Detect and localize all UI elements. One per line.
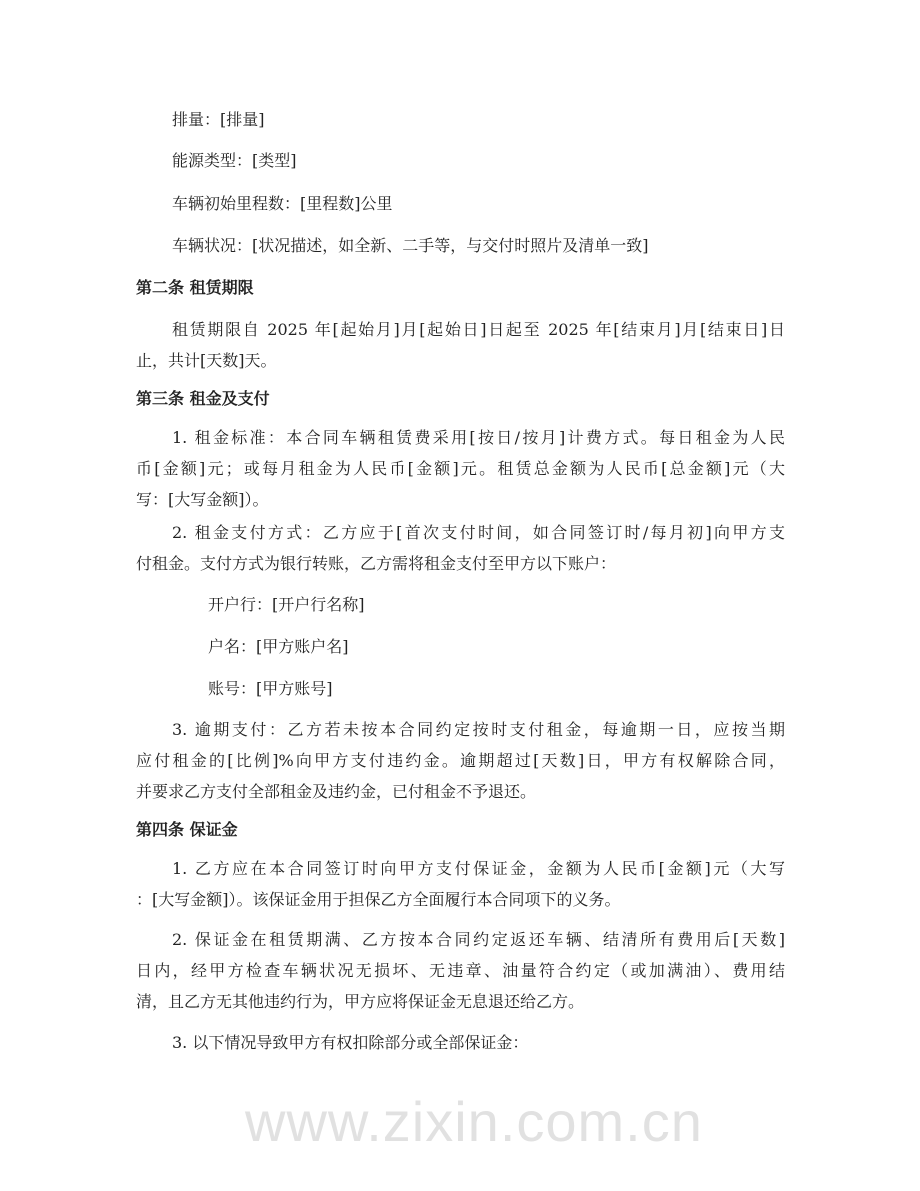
vehicle-displacement: 排量：[排量] xyxy=(172,110,265,129)
article3-p1-line: 写：[大写金额]）。 xyxy=(136,490,269,509)
article2-heading: 第二条 租赁期限 xyxy=(136,278,254,297)
article4-p2-line: 清，且乙方无其他违约行为，甲方应将保证金无息退还给乙方。 xyxy=(136,992,585,1011)
article4-p3-line: 3. 以下情况导致甲方有权扣除部分或全部保证金： xyxy=(172,1033,529,1052)
article4-p1-line: ：[大写金额]）。该保证金用于担保乙方全面履行本合同项下的义务。 xyxy=(136,890,621,909)
vehicle-mileage: 车辆初始里程数：[里程数]公里 xyxy=(172,194,393,213)
article2-line: 租赁期限自 2025 年[起始月]月[起始日]日起至 2025 年[结束月]月[结束日]日 xyxy=(172,320,785,339)
article3-p1-line: 币[金额]元；或每月租金为人民币[金额]元。租赁总金额为人民币[总金额]元（大 xyxy=(136,459,785,478)
article4-p2-line: 日内，经甲方检查车辆状况无损坏、无违章、油量符合约定（或加满油）、费用结 xyxy=(136,961,785,980)
account-name: 户名：[甲方账户名] xyxy=(208,637,349,656)
article3-p2-line: 2. 租金支付方式：乙方应于[首次支付时间，如合同签订时/每月初]向甲方支 xyxy=(172,523,785,542)
article3-p3-line: 3. 逾期支付：乙方若未按本合同约定按时支付租金，每逾期一日，应按当期 xyxy=(172,720,785,739)
article3-p3-line: 应付租金的[比例]%向甲方支付违约金。逾期超过[天数]日，甲方有权解除合同， xyxy=(136,751,785,770)
article3-heading: 第三条 租金及支付 xyxy=(136,389,270,408)
account-number: 账号：[甲方账号] xyxy=(208,679,333,698)
vehicle-condition: 车辆状况：[状况描述，如全新、二手等，与交付时照片及清单一致] xyxy=(172,236,649,255)
article4-p1-line: 1. 乙方应在本合同签订时向甲方支付保证金，金额为人民币[金额]元（大写 xyxy=(172,859,785,878)
article3-p3-line: 并要求乙方支付全部租金及违约金，已付租金不予退还。 xyxy=(136,782,537,801)
watermark: www.zixin.com.cn xyxy=(245,1090,703,1153)
bank-name: 开户行：[开户行名称] xyxy=(208,595,365,614)
vehicle-energy-type: 能源类型：[类型] xyxy=(172,151,297,170)
article3-p1-line: 1. 租金标准：本合同车辆租赁费采用[按日/按月]计费方式。每日租金为人民 xyxy=(172,428,785,447)
article4-heading: 第四条 保证金 xyxy=(136,820,238,839)
article2-line: 止，共计[天数]天。 xyxy=(136,351,277,370)
article3-p2-line: 付租金。支付方式为银行转账，乙方需将租金支付至甲方以下账户： xyxy=(136,554,617,573)
article4-p2-line: 2. 保证金在租赁期满、乙方按本合同约定返还车辆、结清所有费用后[天数] xyxy=(172,930,785,949)
